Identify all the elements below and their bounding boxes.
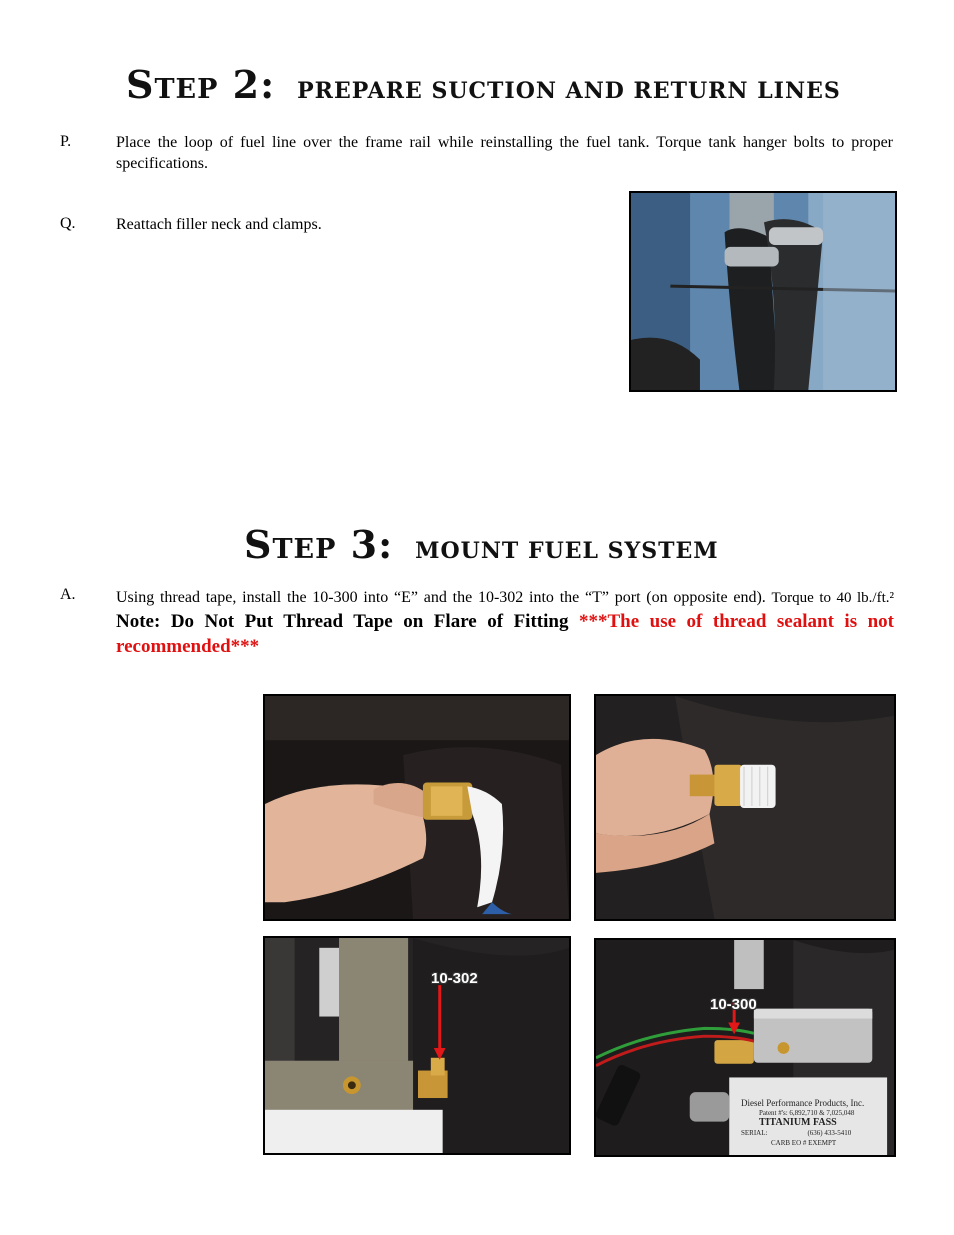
step3-item-a-note: Note: Do Not Put Thread Tape on Flare of Fitting (116, 611, 579, 632)
step2-item-q-letter: Q. (60, 215, 76, 232)
step3-item-a-warning: ***The use of thread sealant is not recommended*** (116, 611, 894, 657)
step2-title: Step 2: (126, 62, 276, 107)
fass-product: TITANIUM FASS (759, 1117, 837, 1128)
step3-item-a-text (116, 585, 894, 660)
step3-item-a-letter: A. (60, 586, 76, 603)
taped-fitting-photo (594, 694, 896, 921)
step2-item-q-text: Reattach filler neck and clamps. (116, 216, 322, 233)
fitting-10-302-photo (263, 936, 571, 1155)
fass-patent: Patent #'s: 6,892,710 & 7,025,048 (759, 1109, 855, 1117)
fass-label-sticker (741, 1098, 891, 1148)
step2-heading (126, 62, 841, 107)
step3-item-a-torque: Torque to 40 lb./ft.² (771, 590, 895, 606)
fitting-10-300-photo (594, 938, 896, 1157)
filler-neck-photo (629, 191, 897, 392)
label-10-302: 10-302 (431, 970, 478, 987)
fitting-taping-photo (263, 694, 571, 921)
step2-subtitle: PREPARE SUCTION AND RETURN LINES (297, 78, 841, 104)
step2-item-p-letter: P. (60, 133, 72, 150)
step3-title: Step 3: (244, 522, 394, 567)
fass-carb: CARB EO # EXEMPT (771, 1139, 837, 1147)
step3-item-a-main: Using thread tape, install the 10-300 into “E” and the 10-302 into the “T” port (on opposite end). (116, 589, 766, 606)
step3-heading (244, 522, 719, 567)
fass-serial: SERIAL: (741, 1129, 768, 1137)
step3-subtitle: MOUNT FUEL SYSTEM (415, 538, 719, 564)
fass-phone: (636) 433-5410 (807, 1129, 852, 1137)
step2-item-p-text: Place the loop of fuel line over the frame rail while reinstalling the fuel tank. Torque tank hanger bolts to proper specifications. (116, 134, 893, 172)
fass-brand: Diesel Performance Products, Inc. (741, 1098, 865, 1108)
label-10-300: 10-300 (710, 996, 757, 1013)
